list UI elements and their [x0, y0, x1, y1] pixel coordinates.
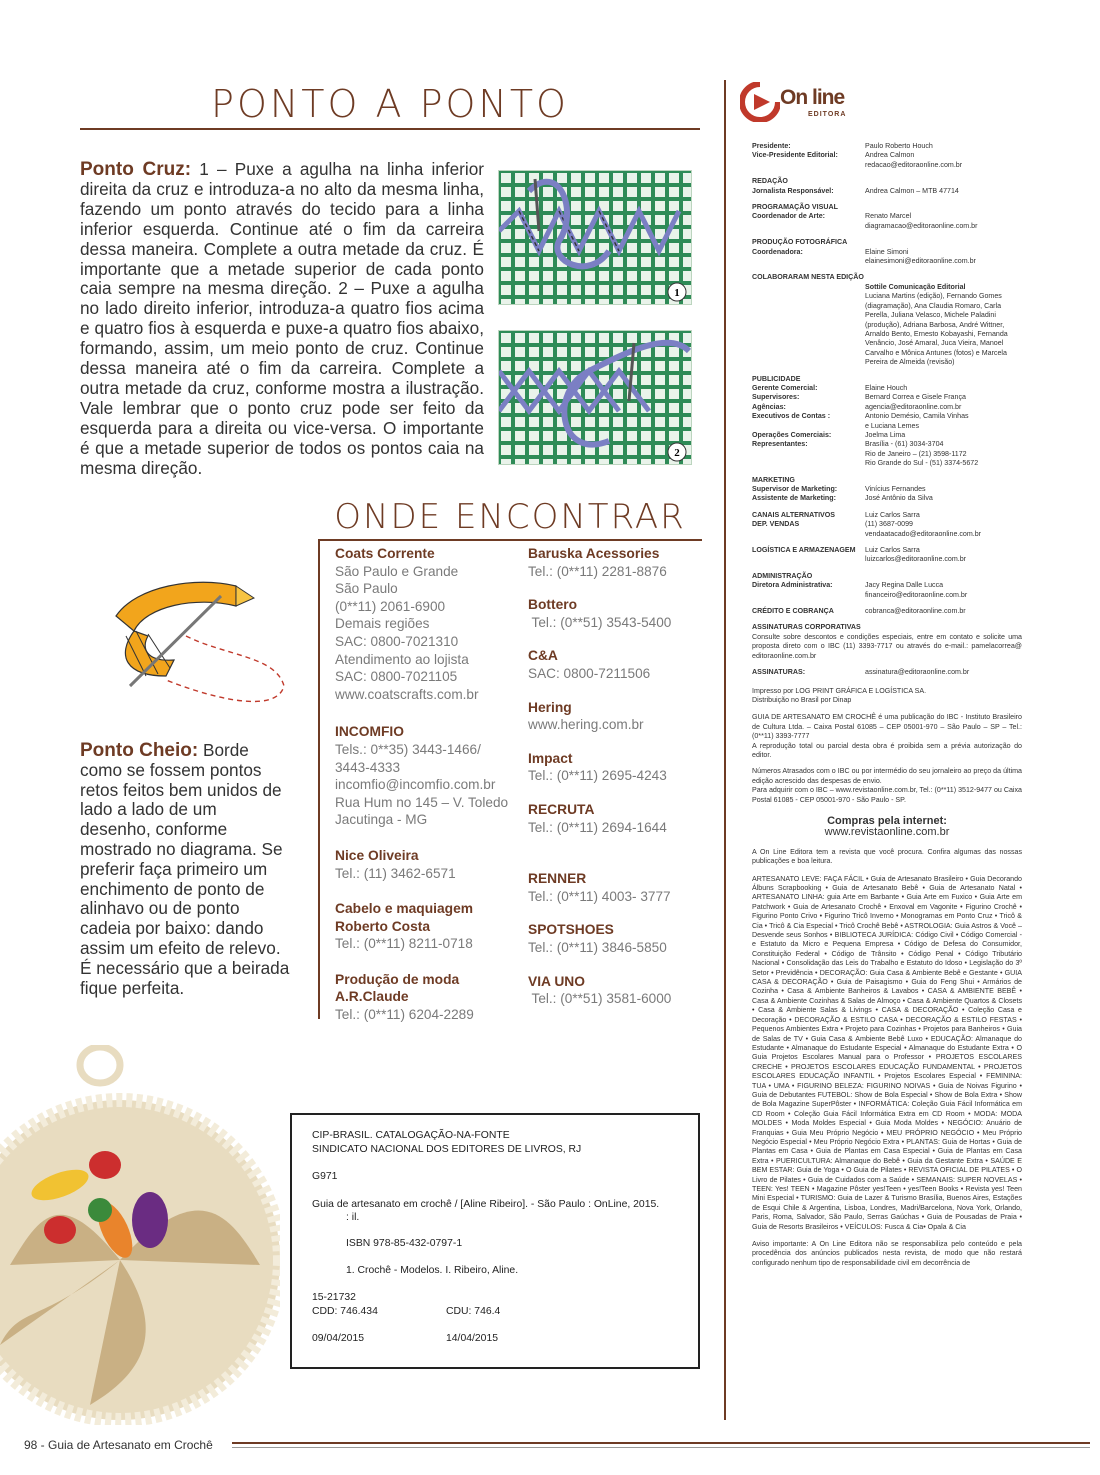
compras-heading: Compras pela internet: [827, 814, 947, 827]
cip-number: 15-21732 [312, 1292, 356, 1304]
store-line: Tels.: 0**35) 3443-1466/ [335, 741, 481, 757]
section-marketing: MARKETING [752, 475, 795, 484]
cip-heading-1: CIP-BRASIL. CATALOGAÇÃO-NA-FONTE [312, 1130, 510, 1141]
store-renner [528, 870, 703, 905]
store-spotshoes [528, 921, 703, 956]
store-name: INCOMFIO [335, 724, 404, 740]
section-colaboraram: COLABORARAM NESTA EDIÇÃO [752, 273, 864, 282]
store-name: Impact [528, 750, 573, 766]
guia-text: GUIA DE ARTESANATO EM CROCHÊ é uma publicação do IBC - Instituto Brasileiro de Cultura Ltda. – Caixa Postal 61085 – CEP 05001-970 – São Paulo – SP – Tel.: (0**11) 3393-7777 [752, 713, 1022, 741]
value: Rio Grande do Sul - (51) 3374-5672 [865, 459, 979, 468]
store-name: RECRUTA [528, 801, 595, 817]
cip-heading-2: SINDICATO NACIONAL DOS EDITORES DE LIVROS, RJ [312, 1143, 582, 1155]
label: Vice-Presidente Editorial: [752, 151, 838, 160]
section-foto: PRODUÇÃO FOTOGRÁFICA [752, 238, 848, 247]
label: Diretora Administrativa: [752, 581, 833, 590]
value: luizcarlos@editoraonline.com.br [865, 555, 967, 564]
label: LOGÍSTICA E ARMAZENAGEM [752, 546, 856, 555]
label: Representantes: [752, 440, 808, 449]
masthead-row [752, 511, 1022, 520]
store-name: Nice Oliveira [335, 847, 419, 863]
logo-subtitle: EDITORA [808, 111, 847, 118]
masthead-row [752, 187, 1022, 196]
store-line: Tel.: (0**11) 2281-8876 [528, 563, 667, 579]
value: Brasília - (61) 3034-3704 [865, 440, 944, 449]
ponto-cruz-heading: Ponto Cruz: [80, 159, 192, 180]
value: financeiro@editoraonline.com.br [865, 590, 968, 599]
catalog-list: ARTESANATO LEVE: FAÇA FÁCIL • Guia de Artesanato Brasileiro • Guia Decorando Álbuns Scrapbooking • Guia de Artesanato Bebê • Guia de Artesanato Natal • ARTESANATO LINHA: guia Arte em Barbante • Guia Arte em Fuxico • Guia Arte em Patchwork • Guia de Artesanato Crochê • Enxoval em Vagonite • Figurino Crochê • Figurino Ponto Crivo • Figurino Tricô Inverno • Monogramas em Ponto Cruz • Tricô & Cia • Tricô & Cia Especial • Tricô Crochê Bebê • ASTROLOGIA: Guia Astros & Você – Desvende seus Sonhos • BIBLIOTECA JURÍDICA: Código Civil • Código Comercial - e Estatuto da Micro e Pequena Empresa • Código de Defesa do Consumidor, Constituição Federal • Código de Trânsito • Código Penal • Código Tributário Nacional • Consolidação das Leis do Trabalho e Estatuto do Idoso • Legislação do 3º Setor • Previdência • DECORAÇÃO: Guia Casa & Ambiente Bebê e Gestante • GUIA CASA & DECORAÇÃO • Guia de Paisagismo • Guia do Feng Shui • Armários de Cozinha • Casa & Ambiente Banheiros & Lavabos • CASA & AMBIENTE BEBÊ • Casa & Ambiente Cozinhas & Salas de Almoço • Casa & Ambiente Quartos & Closets • Casa & Ambiente Salas & Livings • CASA & DECORAÇÃO • Coleção Casa e Decoração • DECORAÇÃO & ESTILO CASA • DECORAÇÃO & ESTILO FESTAS • Pequenos Ambientes Extra • Projeto para Cozinhas • Projetos para Banheiros • Guia de Salas de TV • Guia Casa & Ambiente Bebê Luxo • EDUCAÇÃO: Almanaque do Estudante • Almanaque do Estudante Especial • Almanaque do Estudante Extra • O Guia Projetos Escolares Manual para o Professor • PROJETOS ESCOLARES CRECHE • PROJETOS ESCOLARES EDUCAÇÃO FUNDAMENTAL • PROJETOS ESCOLARES EDUCAÇÃO INFANTIL • Projetos Escolares Especial • FEMININA: TUA • UMA • FIGURINO BELEZA: FIGURINO NOIVAS • Guia de Noivas Figurino • Guia de Debutantes FUTEBOL: Show de Bola Especial • Show de Bola Extra • Show de Bola Magazine SuperPôster • INFORMÁTICA: Coleção Guia Fácil Informática em CD Room • Coleção Guia Fácil Informática Extra em CD Room • MODA: MODA MOLDES • Moda Moldes Especial • Guia Moda Moldes • NEGÓCIO: Anuário de Franquias • Guia Meu Próprio Negócio • MEU PRÓPRIO NEGÓCIO • Meu Próprio Negócio Especial • Meu Próprio Negócio Extra • PLANTAS: Guia de Hortas • Guia de Plantas em Casa • Guia de Plantas em Casa Especial • Guia de Plantas em Casa Extra • PUERICULTURA: Almanaque do Bebê • Guia da Gestante Extra • SAÚDE E BEM ESTAR: Guia de Yoga • O Guia de Pilates • REVISTA OFICIAL DE PILATES • O Livro de Pilates • Guia de Cuidados com a Saúde • SEMANAIS: SUPER NOVELAS • TEEN: Yes! TEEN • Magazine Pôster yes!Teen • yes!Teen Books • Revista yes! Teen Mini Especial • TURISMO: Guia de Lazer & Turismo Brasília, Buenos Aires, Estações de Esqui Chile & Argentina, Lisboa, Londres, Madri/Barcelona, Nova York, Orlando, Paris, Roma, Salvador, São Paulo, Serras Gaúchas • Guia de Pousadas de Praia • Guia de Resorts Brasileiros • VEÍCULOS: Fusca & Cia• Opala & Cia [752, 874, 1022, 1231]
value: Andrea Calmon [865, 151, 915, 160]
label: Supervisores: [752, 393, 800, 402]
cip-cdu: CDU: 746.4 [446, 1305, 501, 1317]
store-name: Produção de moda [335, 971, 460, 987]
masthead-row [752, 384, 1022, 393]
ponto-cheio-illustration [86, 576, 286, 726]
store-line: SAC: 0800-7021310 [335, 633, 459, 649]
label: Gerente Comercial: [752, 383, 818, 392]
section-publicidade: PUBLICIDADE [752, 374, 801, 383]
distribuicao-text: Distribuição no Brasil por Dinap [752, 695, 852, 704]
value: Luiz Carlos Sarra [865, 546, 920, 555]
store-name: Cabelo e maquiagem [335, 901, 474, 917]
value: Bernard Correa e Gisele França [865, 393, 966, 402]
ponto-cheio-text: Borde como se fossem pontos retos feitos bem unidos de lado a lado de um desenho, conforme mostrado no diagrama. Se preferir faça primeiro um enchimento de ponto de alinhavo ou de ponto cadeia por baixo: dando assim um efeito de relevo. É necessário que a beirada fique perfeita. [80, 740, 290, 998]
masthead [752, 142, 1022, 1268]
store-name: Baruska Acessories [528, 546, 660, 561]
masthead-row [752, 393, 1022, 402]
store-baruska [528, 545, 703, 580]
value: assinatura@editoraonline.com.br [865, 668, 970, 677]
onde-column-left [335, 545, 515, 1040]
masthead-row [752, 248, 1022, 257]
logo-play-icon [740, 82, 780, 122]
onde-divider [318, 539, 702, 541]
section-programacao: PROGRAMAÇÃO VISUAL [752, 203, 838, 212]
label: Jornalista Responsável: [752, 186, 834, 195]
section-administracao: ADMINISTRAÇÃO [752, 571, 813, 580]
cip-classification [312, 1305, 682, 1319]
column-divider [724, 80, 726, 1420]
masthead-row [752, 485, 1022, 494]
crochet-potholder-photo [0, 1045, 280, 1425]
value: diagramacao@editoraonline.com.br [865, 221, 978, 230]
store-nice-oliveira [335, 847, 515, 882]
store-name: VIA UNO [528, 973, 585, 989]
store-line: São Paulo [335, 581, 398, 597]
store-name-2: A.R.Claude [335, 989, 409, 1005]
store-line: (0**11) 2061-6900 [335, 598, 446, 614]
store-line: Tel.: (0**11) 2694-1644 [528, 819, 667, 835]
footer-rule-2 [232, 1447, 1090, 1448]
value: Renato Marcel [865, 212, 912, 221]
onde-left-border [318, 539, 320, 1019]
masthead-row [752, 422, 1022, 431]
store-name: Coats Corrente [335, 546, 435, 561]
store-name-2: Roberto Costa [335, 918, 431, 934]
value: Luiz Carlos Sarra [865, 510, 920, 519]
label: Supervisor de Marketing: [752, 485, 838, 493]
value: José Antônio da Silva [865, 494, 933, 503]
cross-stitch-figure-2 [498, 330, 692, 465]
value: Rio de Janeiro – (21) 3598-1172 [865, 449, 967, 458]
label: Agências: [752, 402, 786, 411]
store-line: SAC: 0800-7211506 [528, 665, 651, 681]
store-c-and-a [528, 647, 703, 682]
onde-column-right [528, 545, 703, 1024]
store-line: Tel.: (0**11) 3846-5850 [528, 939, 667, 955]
store-impact [528, 750, 703, 785]
figure-1-number: 1 [674, 287, 680, 299]
value: Andrea Calmon – MTB 47714 [865, 186, 959, 195]
value: Sottile Comunicação Editorial [865, 282, 966, 291]
store-line: 3443-4333 [335, 759, 401, 775]
label: Executivos de Contas : [752, 412, 831, 421]
store-line: Tel.: (0**51) 3543-5400 [528, 614, 672, 630]
value: Jacy Regina Dalle Lucca [865, 581, 944, 590]
cross-stitch-illustration-1 [499, 171, 691, 304]
ponto-cheio-paragraph [80, 741, 290, 998]
value: Elaine Houch [865, 383, 908, 392]
store-line: Tel.: (0**11) 4003- 3777 [528, 888, 671, 904]
cip-isbn: ISBN 978-85-432-0797-1 [346, 1237, 463, 1249]
masthead-row [752, 555, 1022, 564]
store-line: Tel.: (0**11) 8211-0718 [335, 936, 473, 952]
masthead-row [752, 591, 1022, 600]
label: Coordenadora: [752, 247, 803, 256]
store-recruta [528, 801, 703, 836]
store-bottero [528, 596, 703, 631]
label: CANAIS ALTERNATIVOS [752, 510, 836, 519]
cip-illustrations: : il. [346, 1212, 360, 1224]
footer-rule-1 [232, 1442, 1090, 1444]
value: Elaine Simoni [865, 247, 909, 256]
store-line: Rua Hum no 145 – V. Toledo [335, 794, 509, 810]
value: Joelma Lima [865, 430, 906, 439]
value: e Luciana Lemes [865, 421, 920, 430]
cip-date-2: 14/04/2015 [446, 1333, 499, 1345]
value: vendaatacado@editoraonline.com.br [865, 529, 982, 538]
store-roberto-costa [335, 900, 515, 953]
page-title: PONTO A PONTO [211, 82, 569, 126]
label: Coordenador de Arte: [752, 212, 826, 221]
masthead-row [752, 450, 1022, 459]
store-line: São Paulo e Grande [335, 563, 459, 579]
masthead-row [752, 431, 1022, 440]
store-line: Atendimento ao lojista [335, 651, 469, 667]
cip-catalog-box [290, 1113, 700, 1369]
cross-stitch-illustration-2 [499, 331, 691, 464]
label: Assistente de Marketing: [752, 494, 836, 503]
reproducao-text: A reprodução total ou parcial desta obra é proibida sem a prévia autorização do editor. [752, 741, 1022, 759]
cip-code: G971 [312, 1171, 338, 1183]
masthead-row [752, 440, 1022, 449]
store-line: www.coatscrafts.com.br [335, 686, 479, 702]
title-divider [80, 128, 700, 130]
atrasados-text: Números Atrasados com o IBC ou por intermédio do seu jornaleiro ao preço da última edição acrescido das despesas de envio. [752, 767, 1022, 785]
store-name: Hering [528, 699, 572, 715]
ponto-cheio-heading: Ponto Cheio: [80, 740, 199, 761]
masthead-row [752, 607, 1022, 616]
value: Antonio Demésio, Camila Vinhas [865, 412, 969, 421]
label: DEP. VENDAS [752, 520, 800, 529]
masthead-row [752, 412, 1022, 421]
publicacoes-intro: A On Line Editora tem a revista que você procura. Confira algumas das nossas publicações e boa leitura. [752, 847, 1022, 866]
store-line: incomfio@incomfio.com.br [335, 777, 496, 793]
assinaturas-corporativas-text: Consulte sobre descontos e condições especiais, entre em contato e solicite uma proposta direto com o IBC (11) 3393-7717 ou através do e-mail.: pamelacorrea@ editoraonline.com.br [752, 632, 1022, 660]
cip-date-1: 09/04/2015 [312, 1333, 365, 1345]
label: ASSINATURAS: [752, 668, 806, 677]
store-ar-claude [335, 971, 515, 1024]
cip-subject: 1. Crochê - Modelos. I. Ribeiro, Aline. [346, 1264, 519, 1276]
masthead-row [752, 212, 1022, 221]
ponto-cruz-paragraph [80, 160, 484, 479]
masthead-row [752, 581, 1022, 590]
store-line: Demais regiões [335, 616, 430, 632]
store-line: Tel.: (11) 3462-6571 [335, 865, 456, 881]
label: Presidente: [752, 142, 791, 150]
figure-2-number: 2 [674, 447, 680, 459]
site-link[interactable]: www.revistaonline.com.br [824, 826, 950, 839]
value: agencia@editoraonline.com.br [865, 402, 962, 411]
store-name: Bottero [528, 597, 578, 613]
value: cobranca@editoraonline.com.br [865, 607, 966, 616]
logo-wordmark: On line [780, 86, 845, 109]
store-name: C&A [528, 648, 558, 664]
adquirir-text: Para adquirir com o IBC – www.revistaonline.com.br, Tel.: (0**11) 3512-9477 ou Caixa Postal 61085 - CEP 05001-970 - São Paulo - SP. [752, 786, 1022, 804]
masthead-row [752, 494, 1022, 503]
label: Operações Comerciais: [752, 430, 832, 439]
value: redacao@editoraonline.com.br [865, 160, 963, 169]
value: Luciana Martins (edição), Fernando Gomes (diagramação), Ana Claudia Romaro, Carla Perella, Juliana Velasco, Michele Paladini (produção), Adriana Barbosa, André Wittner, Arnaldo Bento, Ernesto Kobayashi, Fernanda Venâncio, José Amaral, Juca Vieira, Manoel Carvalho e Mônica Antunes (fotos) e Marcela Pereira de Almeida (revisão) [865, 292, 1008, 367]
masthead-row [752, 459, 1022, 468]
masthead-row [752, 142, 1022, 151]
store-line: SAC: 0800-7021105 [335, 669, 458, 685]
store-line: Jacutinga - MG [335, 812, 428, 828]
store-name: RENNER [528, 871, 587, 887]
cip-cdd: CDD: 746.434 [312, 1305, 378, 1317]
section-redacao: REDAÇÃO [752, 177, 788, 186]
store-incomfio [335, 723, 515, 829]
value: elainesimoni@editoraonline.com.br [865, 257, 976, 266]
masthead-row [752, 668, 1022, 677]
masthead-row [752, 283, 1022, 292]
masthead-row [752, 403, 1022, 412]
store-coats [335, 545, 515, 703]
label: CRÉDITO E COBRANÇA [752, 607, 834, 616]
page-footer: 98 - Guia de Artesanato em Crochê [24, 1438, 213, 1452]
store-line: www.hering.com.br [528, 717, 644, 733]
online-editora-logo [740, 82, 850, 124]
masthead-row [752, 546, 1022, 555]
store-line: Tel.: (0**11) 2695-4243 [528, 768, 667, 784]
masthead-row [752, 161, 1022, 170]
cip-dates [312, 1332, 682, 1346]
value: (11) 3687-0099 [865, 520, 913, 529]
ponto-cruz-text: 1 – Puxe a agulha na linha inferior direita da cruz e introduza-a no alto da mesma linha, fazendo um ponto através do tecido para a linha inferior esquerda. Continue até o fim da carreira dessa maneira. Complete a outra metade da cruz. É importante que a metade superior de cada ponto caia sempre na mesma direção. 2 – Puxe a agulha no lado direito inferior, introduza-a quatro fios acima e quatro fios à esquerda e puxe-a quatro fios abaixo, formando, assim, um meio ponto de cruz. Continue dessa maneira até o fim da carreira. Complete a outra metade da cruz, conforme mostra a ilustração. Vale lembrar que o ponto cruz pode ser feito da esquerda para a direita ou vice-versa. O importante é que a metade superior de todos os pontos caia na mesma direção. [80, 159, 484, 478]
onde-encontrar-title: ONDE ENCONTRAR [334, 497, 686, 537]
store-hering [528, 699, 703, 734]
store-name: SPOTSHOES [528, 922, 614, 938]
store-line: Tel.: (0**51) 3581-6000 [528, 991, 672, 1007]
masthead-row [752, 222, 1022, 231]
masthead-row [752, 151, 1022, 160]
masthead-row [752, 257, 1022, 266]
section-assinaturas-corporativas: ASSINATURAS CORPORATIVAS [752, 623, 861, 632]
aviso-text: Aviso importante: A On Line Editora não se responsabiliza pelo conteúdo e pela procedência dos anúncios publicados nesta revista, de modo que não restará configurado nenhum tipo de responsabilidade civil em decorrência de [752, 1240, 1022, 1267]
value: Vinícius Fernandes [865, 485, 926, 493]
masthead-row [752, 292, 1022, 367]
cross-stitch-figure-1 [498, 170, 692, 305]
value: Paulo Roberto Houch [865, 142, 933, 150]
store-via-uno [528, 973, 703, 1008]
store-line: Tel.: (0**11) 6204-2289 [335, 1007, 474, 1023]
cip-reference: Guia de artesanato em crochê / [Aline Ribeiro]. - São Paulo : OnLine, 2015. [312, 1198, 660, 1210]
masthead-row [752, 530, 1022, 539]
impresso-text: Impresso por LOG PRINT GRÁFICA E LOGÍSTICA SA. [752, 686, 927, 695]
masthead-row [752, 520, 1022, 529]
